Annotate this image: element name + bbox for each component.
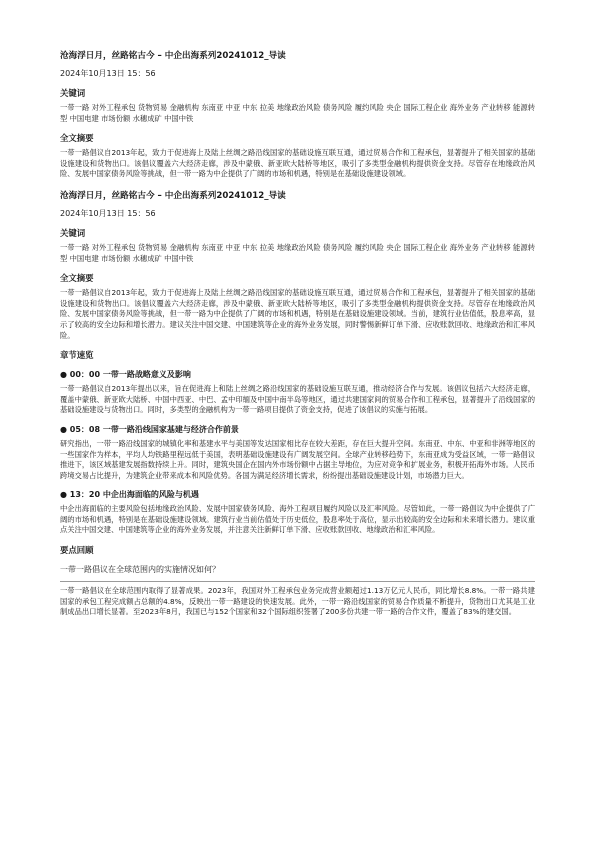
chapter-item: [60, 369, 535, 416]
chapter-title: ● 05：08 一带一路沿线国家基建与经济合作前景: [60, 424, 239, 434]
chapter-text: 一带一路倡议自2013年提出以来，旨在促进海上和陆上丝绸之路沿线国家的基础设施互联互通，推动经济合作与发展。该倡议包括六大经济走廊，覆盖中蒙俄、新亚欧大陆桥、中国中西亚、中巴、孟中印缅及中国中南半岛等地区，通过共建国家间的贸易合作和工程承包，显著提升了沿线国家的基础设施建设与货物出口。同时，多类型的金融机构为一带一路项目提供了资金支持，促进了该倡议的实施与拓展。: [60, 384, 535, 415]
doc-title: 沧海浮日月，丝路铭古今 – 中企出海系列20241012_导读: [60, 190, 286, 201]
summary-heading: 全文摘要: [60, 273, 94, 284]
summary-text: 一带一路倡议自2013年起，致力于促进海上及陆上丝绸之路沿线国家的基础设施互联互通，通过贸易合作和工程承包，显著提升了相关国家的基础设施建设和货物出口。该倡议覆盖六大经济走廊，涉及中蒙俄、新亚欧大陆桥等地区，吸引了多类型金融机构提供资金支持。尽管存在地缘政治风险、发展中国家债务风险等挑战，但一带一路为中企提供了广阔的市场和机遇，特别是在基础设施建设领域。: [60, 148, 535, 179]
chapter-text: 中企出海面临的主要风险包括地缘政治风险、发展中国家债务风险、海外工程项目履约风险以及汇率风险。尽管如此，一带一路倡议为中企提供了广阔的市场和机遇，特别是在基础设施建设领域。建筑行业当前估值处于历史低位，股息率处于高位，显示出较高的安全边际和未来增长潜力。建议重点关注中国交建、中国建筑等企业的海外业务发展，并注意关注新鲜订单下滑、应收账款回收、地缘政治和汇率风险。: [60, 504, 535, 535]
summary-heading: 全文摘要: [60, 133, 94, 144]
chapter-text: 研究指出，一带一路沿线国家的城镇化率和基建水平与美国等发达国家相比存在较大差距，存在巨大提升空间。东南亚、中东、中亚和非洲等地区的一些国家作为样本，平均人均铁路里程远低于美国，表明基础设施建设有广阔发展空间。全球产业转移趋势下，东南亚成为受益区域，一带一路倡议推进下，该区域基建发展指数持续上升。同时，建筑央国企在国内外市场份额中占据主导地位，为应对竞争和扩展业务，积极开拓海外市场。人民币跨境交易占比提升，为建筑企业带来成本和风险优势。各国为满足经济增长需求，纷纷提出基础设施建设计划，市场潜力巨大。: [60, 438, 535, 480]
chapter-item: [60, 489, 535, 536]
divider: [60, 581, 535, 582]
keywords-text: 一带一路 对外工程承包 货物贸易 金融机构 东南亚 中亚 中东 拉美 地缘政治风险 债务风险 履约风险 央企 国际工程企业 海外业务 产业转移 能源转型 中国电建 市场份额 水穗成矿 中国中铁: [60, 103, 535, 123]
doc-date: 2024年10月13日 15：56: [60, 69, 156, 78]
keywords-heading: 关键词: [60, 227, 86, 238]
doc-date: 2024年10月13日 15：56: [60, 208, 156, 218]
key-points-review: [60, 544, 535, 618]
summary-block-1: [60, 50, 535, 180]
chapter-title: ● 00：00 一带一路战略意义及影响: [60, 370, 191, 380]
chapter-item: [60, 424, 535, 481]
review-question: 一带一路倡议在全球范围内的实施情况如何？: [60, 565, 220, 575]
keywords-heading: 关键词: [60, 88, 86, 98]
doc-title: 沧海浮日月，丝路铭古今 – 中企出海系列20241012_导读: [60, 51, 286, 61]
keywords-text: 一带一路 对外工程承包 货物贸易 金融机构 东南亚 中亚 中东 拉美 地缘政治风险 债务风险 履约风险 央企 国际工程企业 海外业务 产业转移 能源转型 中国电建 市场份额 水穗成矿 中国中铁: [60, 242, 535, 263]
summary-block-2: [60, 190, 535, 341]
chapter-overview: [60, 349, 535, 536]
chapters-heading: 章节速览: [60, 350, 94, 361]
review-heading: 要点回顾: [60, 545, 94, 556]
summary-text: 一带一路倡议自2013年起，致力于促进海上及陆上丝绸之路沿线国家的基础设施互联互通，通过贸易合作和工程承包，显著提升了相关国家的基础设施建设和货物出口。该倡议覆盖六大经济走廊，涉及中蒙俄、新亚欧大陆桥等地区，吸引了多类型金融机构提供资金支持。尽管存在地缘政治风险、发展中国家债务风险等挑战，但一带一路为中企提供了广阔的市场和机遇，特别是在基础设施建设领域。当前，建筑行业估值低，股息率高，显示了较高的安全边际和增长潜力。建议关注中国交建、中国建筑等企业的海外业务发展，同时警惕新鲜订单下滑、应收账款回收、地缘政治和汇率风险。: [60, 288, 535, 340]
review-answer: 一带一路倡议在全球范围内取得了显著成果。2023年，我国对外工程承包业务完成营业额超过1.13万亿元人民币，同比增长8.8%。一带一路共建国家的承包工程完成额占总额的4.8%，反映出一带一路建设的快速发展。此外，一带一路沿线国家的贸易合作质量不断提升，货物出口尤其是工业制成品出口增长显著。至2023年8月，我国已与152个国家和32个国际组织签署了200多份共建一带一路的合作文件，覆盖了83%的建交国。: [60, 586, 535, 617]
chapter-title: ● 13：20 中企出海面临的风险与机遇: [60, 490, 199, 500]
